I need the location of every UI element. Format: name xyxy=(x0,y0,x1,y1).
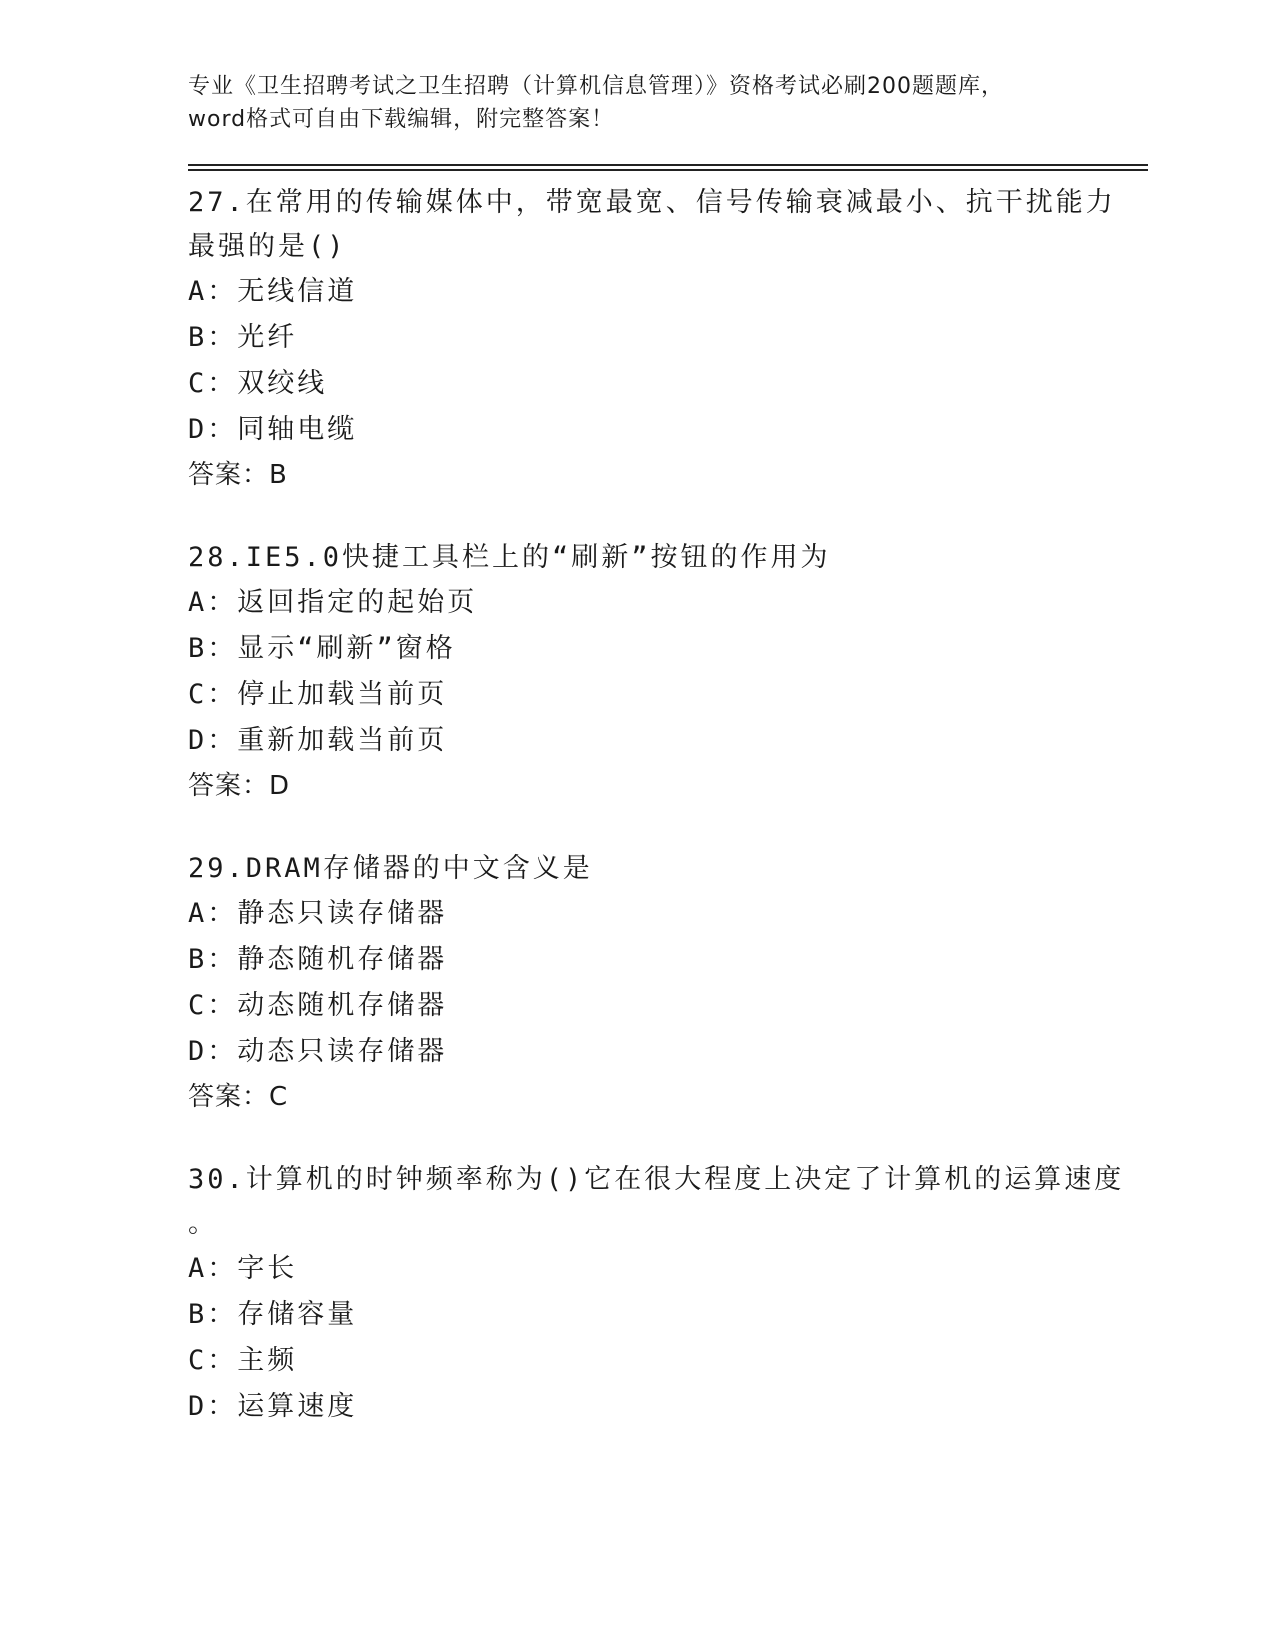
option-a: A：静态只读存储器 xyxy=(188,898,448,929)
answer: 答案：D xyxy=(188,771,291,801)
document-header xyxy=(188,70,1148,136)
header-line-2: word格式可自由下载编辑，附完整答案！ xyxy=(188,107,615,132)
question-30 xyxy=(188,1158,1148,1430)
option-c: C：双绞线 xyxy=(188,368,328,399)
option-b: B：静态随机存储器 xyxy=(188,944,448,975)
option-b: B：光纤 xyxy=(188,322,298,353)
option-b: B：显示“刷新”窗格 xyxy=(188,633,456,664)
question-29 xyxy=(188,847,1148,1119)
question-text: 29.DRAM存储器的中文含义是 xyxy=(188,853,593,884)
option-c: C：主频 xyxy=(188,1345,298,1376)
answer: 答案：C xyxy=(188,1082,289,1112)
question-text-cont: 最强的是() xyxy=(188,231,347,262)
option-c: C：停止加载当前页 xyxy=(188,679,448,710)
question-text: 27.在常用的传输媒体中，带宽最宽、信号传输衰减最小、抗干扰能力 xyxy=(188,187,1116,218)
question-27 xyxy=(188,181,1148,497)
option-b: B：存储容量 xyxy=(188,1299,358,1330)
question-text: 28.IE5.0快捷工具栏上的“刷新”按钮的作用为 xyxy=(188,542,831,573)
question-text-cont: 。 xyxy=(188,1208,218,1239)
answer: 答案：B xyxy=(188,460,288,490)
question-28 xyxy=(188,536,1148,808)
option-c: C：动态随机存储器 xyxy=(188,990,448,1021)
option-a: A：字长 xyxy=(188,1253,298,1284)
header-double-rule xyxy=(188,164,1148,171)
document-page xyxy=(188,70,1148,1430)
header-line-1: 专业《卫生招聘考试之卫生招聘（计算机信息管理）》资格考试必刷200题题库， xyxy=(188,74,1004,99)
option-a: A：无线信道 xyxy=(188,276,358,307)
option-d: D：同轴电缆 xyxy=(188,414,358,445)
question-text: 30.计算机的时钟频率称为()它在很大程度上决定了计算机的运算速度 xyxy=(188,1164,1125,1195)
option-d: D：重新加载当前页 xyxy=(188,725,448,756)
option-d: D：动态只读存储器 xyxy=(188,1036,448,1067)
option-d: D：运算速度 xyxy=(188,1391,358,1422)
option-a: A：返回指定的起始页 xyxy=(188,587,478,618)
